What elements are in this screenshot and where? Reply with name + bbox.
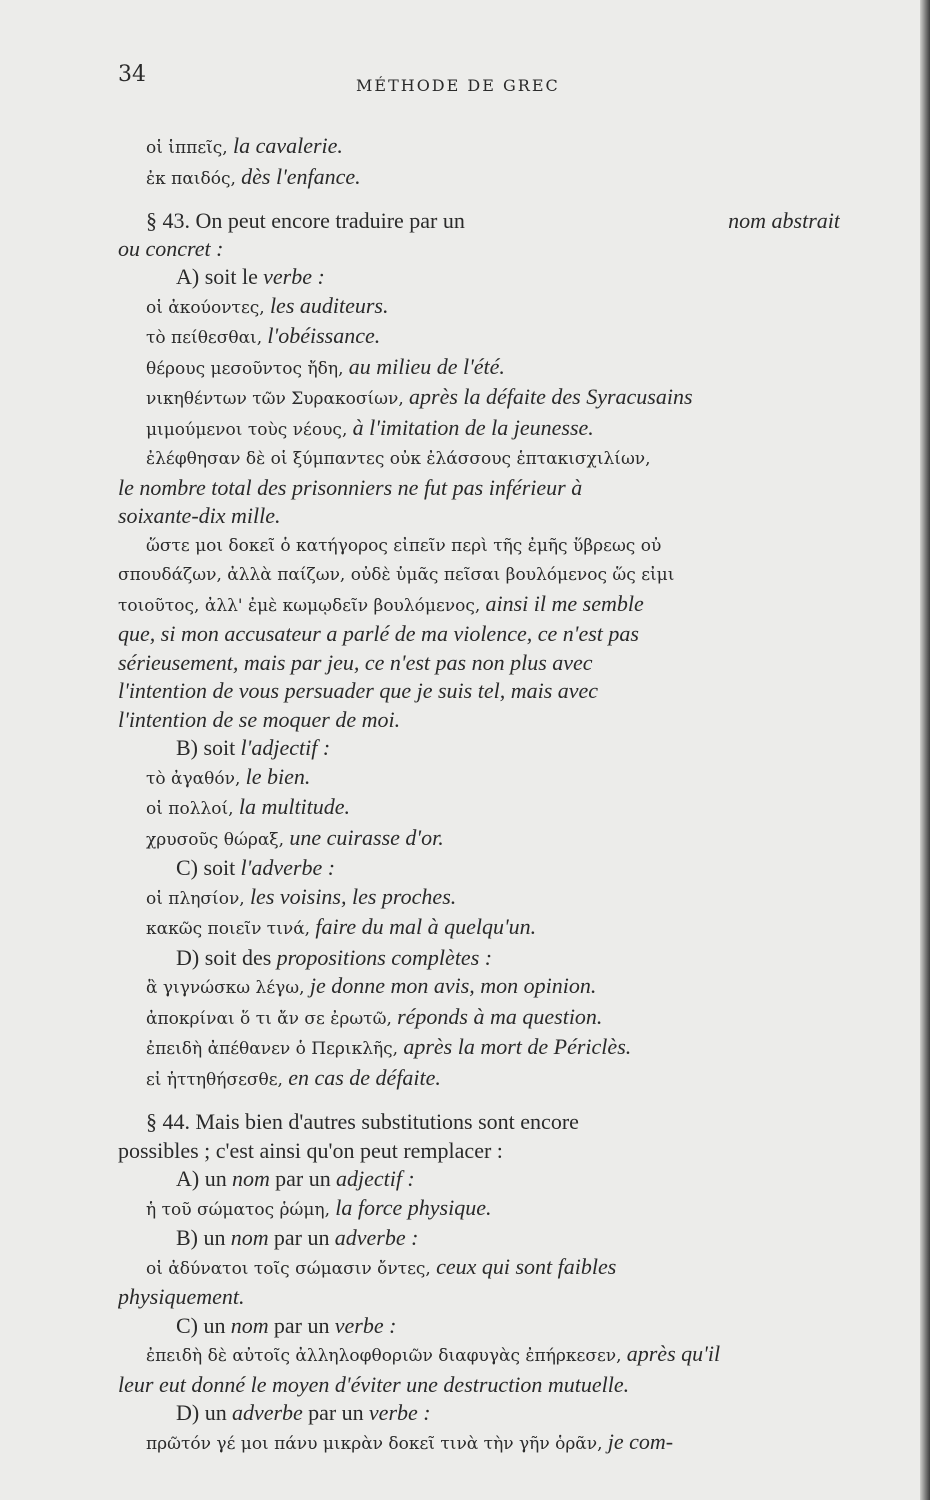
example-line: οἱ ἀδύνατοι τοῖς σώμασιν ὄντες, ceux qui sont faibles [146,1253,617,1279]
text-line: sérieusement, mais par jeu, ce n'est pas non plus avec [118,649,593,675]
text-line: que, si mon accusateur a parlé de ma violence, ce n'est pas [118,621,639,646]
subsection-a: A) un nom par un adjectif : [176,1166,415,1191]
example-line: νικηθέντων τῶν Συρακοσίων, après la défaite des Syracusains [146,384,693,409]
subsection-b: B) un nom par un adverbe : [176,1225,419,1250]
subsection-c: C) soit l'adverbe : [176,855,336,880]
example-line: ἐπειδὴ δὲ αὐτοῖς ἀλληλοφθοριῶν διαφυγὰς ἐπήρκεσεν, après qu'il [146,1341,721,1366]
page-edge-shadow [920,0,930,1500]
subsection-d: D) soit des propositions complètes : [176,944,493,970]
subsection-d: D) un adverbe par un verbe : [176,1400,431,1425]
example-line: ἃ γιγνώσκω λέγω, je donne mon avis, mon opinion. [146,973,597,998]
text-line: le nombre total des prisonniers ne fut pas inférieur à [118,474,583,500]
example-line: ὥστε μοι δοκεῖ ὁ κατήγορος εἰπεῖν περὶ τῆς ἐμῆς ὕβρεως οὐ [146,535,662,556]
example-line: χρυσοῦς θώραξ, une cuirasse d'or. [146,824,444,850]
text-line: τοιοῦτος, ἀλλ' ἐμὲ κωμῳδεῖν βουλόμενος, ainsi il me semble [118,590,644,616]
text-line: physiquement. [118,1284,245,1309]
text-line: leur eut donné le moyen d'éviter une destruction mutuelle. [118,1371,630,1397]
example-line: οἱ πολλοί, la multitude. [146,794,351,819]
subsection-b: B) soit l'adjectif : [176,735,331,760]
page-body [118,132,840,1458]
example-line: θέρους μεσοῦντος ἤδη, au milieu de l'été. [146,353,505,379]
text-line: l'intention de vous persuader que je suis tel, mais avec [118,678,599,703]
example-line: εἰ ἡττηθήσεσθε, en cas de défaite. [146,1064,441,1090]
example-line: κακῶς ποιεῖν τινά, faire du mal à quelqu'un. [146,914,537,939]
section-heading-44: § 44. Mais bien d'autres substitutions sont encore [146,1109,579,1134]
text-line: soixante-dix mille. [118,503,281,528]
text-line: σπουδάζων, ἀλλὰ παίζων, οὐδὲ ὑμᾶς πεῖσαι βουλόμενος ὥς εἰμι [118,565,675,585]
example-line: οἱ πλησίον, les voisins, les proches. [146,883,457,909]
example-line: τὸ ἀγαθόν, le bien. [146,763,311,789]
running-title: MÉTHODE DE GREC [356,76,560,95]
text-line: οἱ ἱππεῖς, la cavalerie. [146,133,343,158]
section-heading-43: § 43. On peut encore traduire par un nom abstrait [146,208,840,233]
example-line: πρῶτόν γέ μοι πάνυ μικρὰν δοκεῖ τινὰ τὴν γῆν ὁρᾶν, je com- [146,1428,674,1454]
text-line: possibles ; c'est ainsi qu'on peut remplacer : [118,1137,503,1163]
example-line: οἱ ἀκούοντες, les auditeurs. [146,292,389,318]
text-line: l'intention de se moquer de moi. [118,706,401,732]
subsection-a: A) soit le verbe : [176,264,325,289]
subsection-c: C) un nom par un verbe : [176,1312,397,1338]
example-line: ἀποκρίναι ὅ τι ἄν σε ἐρωτῶ, réponds à ma question. [146,1003,603,1029]
text-line: ἐκ παιδός, dès l'enfance. [146,163,361,189]
example-line: ἐπειδὴ ἀπέθανεν ὁ Περικλῆς, après la mort de Périclès. [146,1034,632,1059]
text-line: ou concret : [118,235,224,261]
example-line: τὸ πείθεσθαι, l'obéissance. [146,323,381,348]
page-number: 34 [118,62,146,87]
example-line: ἡ τοῦ σώματος ῥώμη, la force physique. [146,1194,492,1220]
example-line: μιμούμενοι τοὺς νέους, à l'imitation de la jeunesse. [146,414,594,440]
page-header [118,62,598,102]
example-line: ἐλέφθησαν δὲ οἱ ξύμπαντες οὐκ ἐλάσσους ἑπτακισχιλίων, [146,449,651,469]
